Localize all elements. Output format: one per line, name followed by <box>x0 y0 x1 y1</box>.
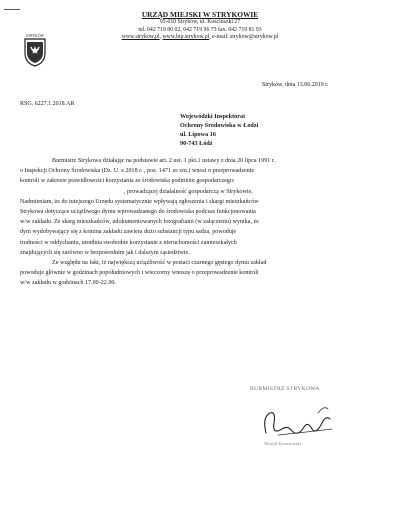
recipient-line: 90-743 Łódź <box>180 140 213 147</box>
body-line: powoduje głównie w godzinach popołudniowych i wieczorny wnoszę o przeprowadzenie kontroli <box>20 270 259 277</box>
recipient-line: Wojewódzki Inspektorat <box>180 113 246 120</box>
website-link[interactable]: www.strykow.pl <box>121 34 160 41</box>
recipient-line: ul. Lipowa 16 <box>180 131 216 138</box>
body-line: w/w zakładu. Ze skarg mieszkańców, udokumentowanych fotografiami (w załączeniu) wynika, że <box>20 219 259 226</box>
body-line: w/w zakładu w godzinach 17.00-22.00. <box>20 280 116 287</box>
corner-mark <box>4 9 20 10</box>
letter-body <box>20 156 375 289</box>
body-line: , prowadzącej działalność gospodarczą w Strykowie, <box>124 188 253 195</box>
letterhead <box>60 10 340 42</box>
signature-block <box>248 383 338 453</box>
body-line: kontroli w zakresie prawidłowości korzystania ze środowiska podmiotu gospodarczego: <box>20 178 235 185</box>
body-line: Nadmieniam, że do tutejszego Urzędu systematycznie wpływają zgłoszenia i skargi mieszkańców <box>20 198 259 205</box>
body-line: dym wydobywający się z komina zakładu zawiera dużo substancji typu sadza, powoduje <box>20 229 237 236</box>
body-line: trudności w oddychaniu, utrudnia swobodne korzystanie z nieruchomości zamieszkałych <box>20 239 237 246</box>
town-crest <box>24 33 46 67</box>
body-line: Strykowa dotyczące uciążliwego dymu wprowadzanego do środowiska podczas funkcjonowania <box>20 209 256 216</box>
body-line: Burmistrz Strykowa działając na podstawie art. 2 ust. 1 pkt.1 ustawy z dnia 20 lipca 1991 r. <box>52 158 276 164</box>
recipient-address <box>180 112 258 148</box>
crest-label: STRYKÓW <box>25 34 45 38</box>
body-line: o Inspekcji Ochrony Środowiska (Dz. U. z 2018 r. , poz. 1471 ze zm.) wnosi o przeprowadzenie <box>20 168 255 175</box>
crest-shield-icon <box>24 33 46 67</box>
mayor-stamp: BURMISTRZ STRYKOWA <box>250 386 320 392</box>
office-email: , e-mail: strykow@strykow.pl <box>209 34 279 41</box>
body-line: znajdujących się zarówno w bezpośrednim jak i dalszym sąsiedztwie. <box>20 249 190 256</box>
office-web: www.strykow.pl, www.bip.strykow.pl, e-mail: strykow@strykow.pl <box>121 34 279 41</box>
letter-date: Stryków, dnia 13.06.2019 r. <box>262 82 329 88</box>
recipient-line: Ochrony Środowiska w Łodzi <box>180 122 259 129</box>
bip-link[interactable]: www.bip.strykow.pl <box>162 34 210 41</box>
mayor-name-stamp: Witold Kosmowski <box>264 441 302 446</box>
office-title: URZĄD MIEJSKI W STRYKOWIE <box>141 10 259 19</box>
office-phones: tel. 042 719 80 02, 042 719 96 73 fax. 042 719 81 93 <box>138 26 262 33</box>
body-line: Ze względu na fakt, iż największą uciążliwość w postaci czarnego gęstego dymu zakład <box>52 260 267 267</box>
office-address: 95-010 Stryków, ul. Kościuszki 27 <box>159 19 241 25</box>
reference-number: RŚG. 6227.1.2018.AR <box>20 101 75 107</box>
